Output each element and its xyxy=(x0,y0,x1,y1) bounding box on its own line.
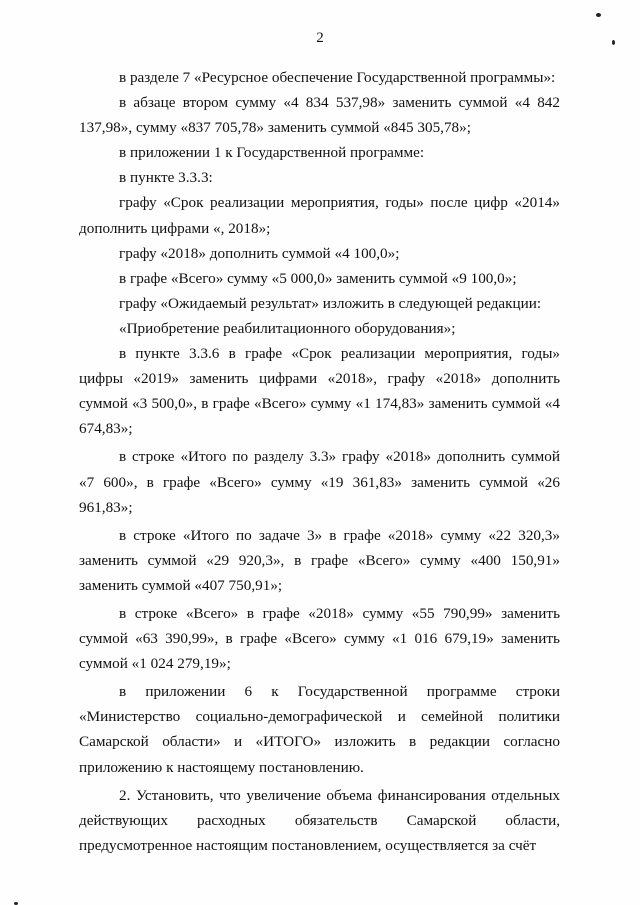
paragraph: в разделе 7 «Ресурсное обеспечение Государственной программы»: xyxy=(119,69,556,86)
paragraph: в строке «Итого по задаче 3» в графе «2018» сумму «22 320,3» заменить суммой «29 920,3», в графе «Всего» сумму «400 150,91» заменить суммой «407 750,91»; xyxy=(79,526,560,594)
page-number: 2 xyxy=(316,30,324,46)
paragraph: графу «Срок реализации мероприятия, годы» после цифр «2014» дополнить цифрами «, 2018»; xyxy=(79,194,560,237)
document-body xyxy=(79,65,560,858)
paragraph: 2. Установить, что увеличение объема финансирования отдельных действующих расходных обязательств Самарской области, предусмотренное настоящим постановлением, осуществляется за счёт xyxy=(79,786,560,854)
paragraph: в графе «Всего» сумму «5 000,0» заменить суммой «9 100,0»; xyxy=(119,269,517,287)
paragraph: в строке «Итого по разделу 3.3» графу «2018» дополнить суммой «7 600», в графе «Всего» сумму «19 361,83» заменить суммой «26 961,83»; xyxy=(79,448,560,516)
scan-speck xyxy=(596,13,601,17)
paragraph: графу «Ожидаемый результат» изложить в следующей редакции: xyxy=(119,294,542,312)
paragraph: в пункте 3.3.6 в графе «Срок реализации мероприятия, годы» цифры «2019» заменить цифрами «2018», графу «2018» дополнить суммой «3 500,0», в графе «Всего» сумму «1 174,83» заменить суммой «4 674,83»; xyxy=(79,345,560,438)
paragraph: «Приобретение реабилитационного оборудования»; xyxy=(119,319,456,337)
paragraph: графу «2018» дополнить суммой «4 100,0»; xyxy=(119,244,400,262)
paragraph: в абзаце втором сумму «4 834 537,98» заменить суммой «4 842 137,98», сумму «837 705,78» заменить суммой «845 305,78»; xyxy=(79,94,560,137)
paragraph: в строке «Всего» в графе «2018» сумму «55 790,99» заменить суммой «63 390,99», в графе «Всего» сумму «1 016 679,19» заменить суммой «1 024 279,19»; xyxy=(79,604,560,673)
paragraph: в пункте 3.3.3: xyxy=(119,169,213,187)
paragraph: в приложении 1 к Государственной программе: xyxy=(119,144,425,162)
paragraph: в приложении 6 к Государственной программе строки «Министерство социально-демографической и семейной политики Самарской области» и «ИТОГО» изложить в редакции согласно приложению к настоящему постановлению. xyxy=(79,683,560,776)
